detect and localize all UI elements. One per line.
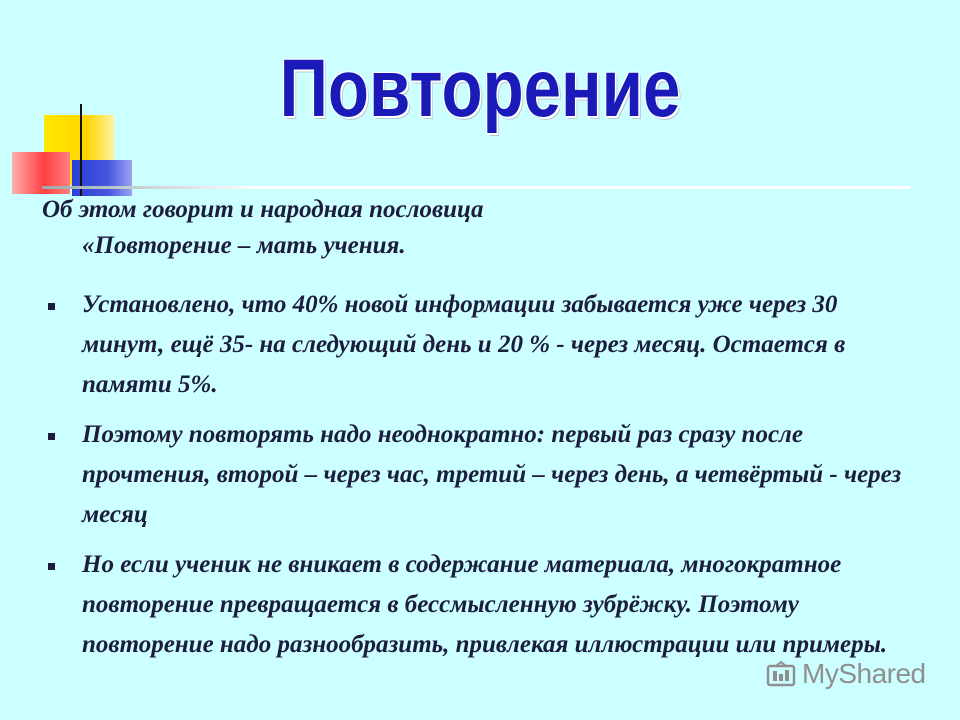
bullet-list: [42, 285, 922, 675]
list-item-text: Поэтому повторять надо неоднократно: первый раз сразу после прочтения, второй – через час, третий – через день, а четвёртый - через месяц: [82, 421, 902, 528]
square-bullet-icon: [48, 303, 55, 310]
watermark-text: MyShared: [802, 658, 926, 689]
watermark: [766, 658, 926, 690]
square-bullet-icon: [48, 563, 55, 570]
list-item-text: Установлено, что 40% новой информации забывается уже через 30 минут, ещё 35- на следующий день и 20 % - через месяц. Остается в памяти 5%.: [82, 291, 846, 398]
intro-line-1: Об этом говорит и народная пословица: [42, 196, 484, 223]
intro-text: [42, 192, 922, 264]
decor-vertical-line: [80, 104, 82, 196]
list-item: [42, 415, 922, 535]
list-item-text: Но если ученик не вникает в содержание материала, многократное повторение превращается в бессмысленную зубрёжку. Поэтому повторение надо разнообразить, привлекая иллюстрации или примеры.: [82, 551, 888, 658]
list-item: [42, 545, 922, 665]
square-bullet-icon: [48, 433, 55, 440]
list-item: [42, 285, 922, 405]
decor-horizontal-line: [42, 186, 910, 189]
myshared-logo-icon: [766, 661, 796, 687]
intro-line-2: «Повторение – мать учения.: [82, 232, 406, 259]
slide-title: Повторение: [279, 43, 681, 134]
